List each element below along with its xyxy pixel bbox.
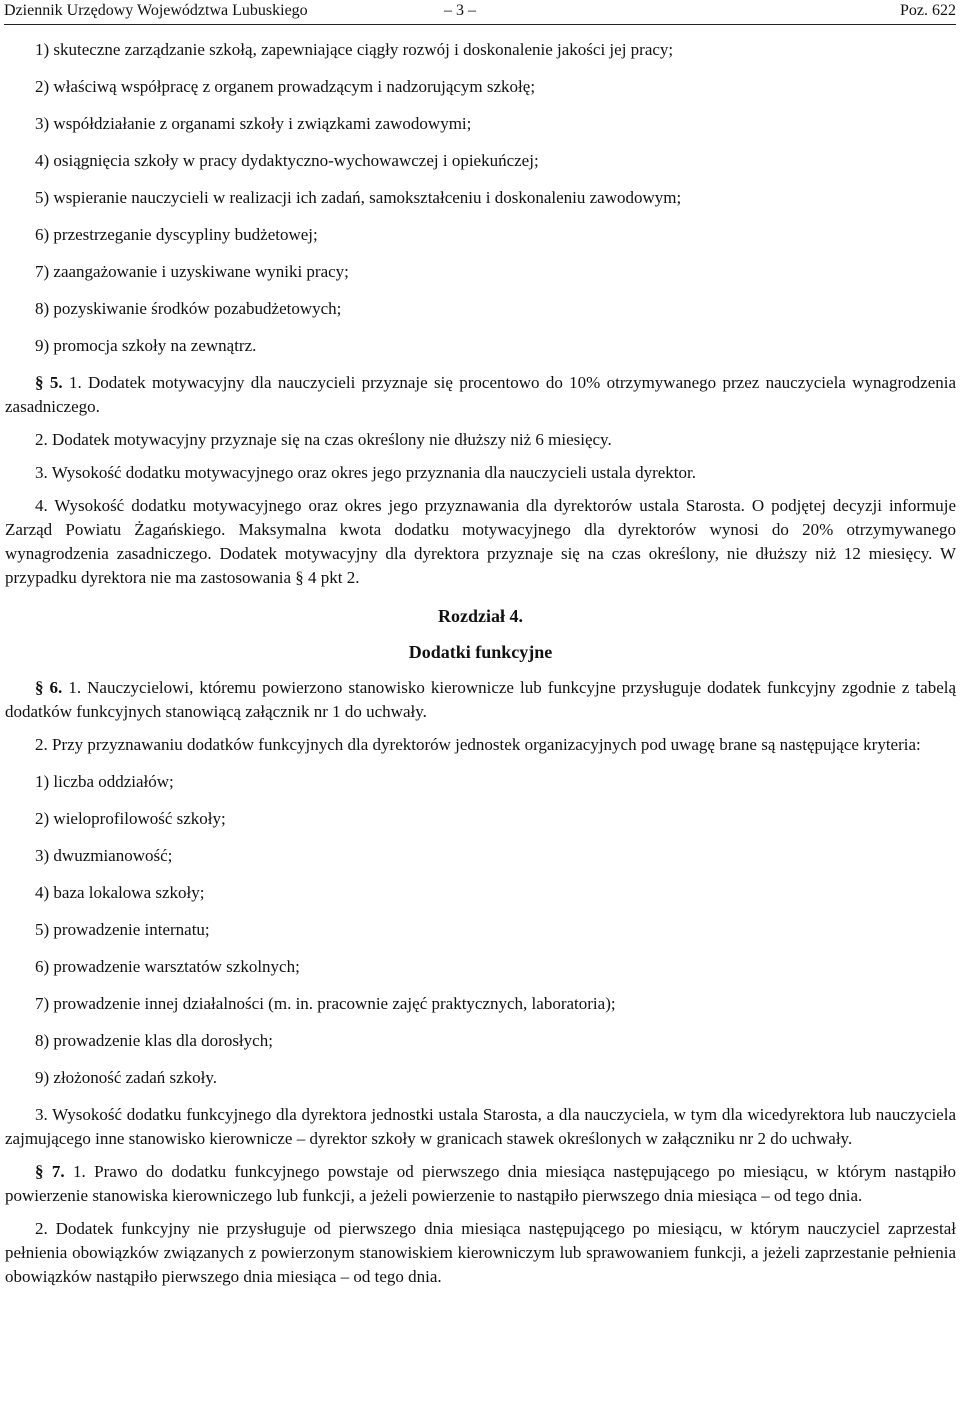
journal-title: Dziennik Urzędowy Województwa Lubuskiego — [4, 2, 308, 19]
list-item: 4) baza lokalowa szkoły; — [35, 883, 205, 902]
section-5-paragraph-3: 3. Wysokość dodatku motywacyjnego oraz okres jego przyznania dla nauczycieli ustala dyrektor. — [35, 463, 696, 482]
chapter-title: Rozdział 4. — [438, 606, 523, 626]
section-7-paragraph-1 — [5, 1160, 956, 1208]
section-5-number: § 5. — [35, 373, 63, 392]
section-6-paragraph-1 — [5, 676, 956, 724]
page-header — [4, 0, 956, 25]
list-item: 8) pozyskiwanie środków pozabudżetowych; — [35, 299, 342, 318]
section-7-text-1: 1. Prawo do dodatku funkcyjnego powstaje od pierwszego dnia miesiąca następującego po miesiącu, w którym nastąpiło powierzenie stanowiska kierowniczego lub funkcji, a jeżeli powierzenie to nastąpiło pierwszego dnia miesiąca – od tego dnia. — [5, 1162, 957, 1205]
list-item: 9) złożoność zadań szkoły. — [35, 1068, 218, 1087]
position-number: Poz. 622 — [900, 2, 956, 19]
director-criteria-list — [5, 770, 956, 1090]
page-number: – 3 – — [444, 2, 476, 19]
section-5-text-1: 1. Dodatek motywacyjny dla nauczycieli przyznaje się procentowo do 10% otrzymywanego przez nauczyciela wynagrodzenia zasadniczego. — [5, 373, 957, 416]
section-7-number: § 7. — [35, 1162, 65, 1181]
section-6-paragraph-2: 2. Przy przyznawaniu dodatków funkcyjnych dla dyrektorów jednostek organizacyjnych pod uwagę brane są następujące kryteria: — [35, 735, 921, 754]
list-item: 6) przestrzeganie dyscypliny budżetowej; — [35, 225, 318, 244]
list-item: 4) osiągnięcia szkoły w pracy dydaktyczno-wychowawczej i opiekuńczej; — [35, 151, 539, 170]
criteria-list — [5, 38, 956, 358]
list-item: 1) skuteczne zarządzanie szkołą, zapewniające ciągły rozwój i doskonalenie jakości jej pracy; — [35, 40, 674, 59]
list-item: 3) dwuzmianowość; — [35, 846, 173, 865]
section-5-paragraph-1 — [5, 371, 956, 419]
chapter-subtitle: Dodatki funkcyjne — [408, 642, 553, 662]
section-6-text-1: 1. Nauczycielowi, któremu powierzono stanowisko kierownicze lub funkcyjne przysługuje dodatek funkcyjny zgodnie z tabelą dodatków funkcyjnych stanowiącą załącznik nr 1 do uchwały. — [5, 678, 957, 721]
section-6-number: § 6. — [35, 678, 63, 697]
list-item: 8) prowadzenie klas dla dorosłych; — [35, 1031, 273, 1050]
list-item: 6) prowadzenie warsztatów szkolnych; — [35, 957, 300, 976]
section-6-paragraph-3: 3. Wysokość dodatku funkcyjnego dla dyrektora jednostki ustala Starosta, a dla nauczyciela, w tym dla wicedyrektora lub nauczyciela zajmującego inne stanowisko kierownicze – dyrektor szkoły w granicach stawek określonych w załączniku nr 2 do uchwały. — [5, 1105, 956, 1148]
list-item: 2) właściwą współpracę z organem prowadzącym i nadzorującym szkołę; — [35, 77, 536, 96]
list-item: 2) wieloprofilowość szkoły; — [35, 809, 226, 828]
list-item: 9) promocja szkoły na zewnątrz. — [35, 336, 257, 355]
document-body — [5, 38, 956, 1298]
list-item: 5) wspieranie nauczycieli w realizacji ich zadań, samokształceniu i doskonaleniu zawodowym; — [35, 188, 682, 207]
list-item: 5) prowadzenie internatu; — [35, 920, 210, 939]
section-7-paragraph-2: 2. Dodatek funkcyjny nie przysługuje od pierwszego dnia miesiąca następującego po miesiącu, w którym nauczyciel zaprzestał pełnienia obowiązków związanych z powierzonym stanowiskiem kierowniczym lub sprawowaniem funkcji, a jeżeli zaprzestanie pełnienia obowiązków nastąpiło pierwszego dnia miesiąca – od tego dnia. — [5, 1219, 956, 1286]
list-item: 1) liczba oddziałów; — [35, 772, 174, 791]
list-item: 3) współdziałanie z organami szkoły i związkami zawodowymi; — [35, 114, 472, 133]
list-item: 7) prowadzenie innej działalności (m. in. pracownie zajęć praktycznych, laboratoria); — [35, 994, 616, 1013]
list-item: 7) zaangażowanie i uzyskiwane wyniki pracy; — [35, 262, 349, 281]
section-5-paragraph-4: 4. Wysokość dodatku motywacyjnego oraz okres jego przyznawania dla dyrektorów ustala Starosta. O podjętej decyzji informuje Zarząd Powiatu Żagańskiego. Maksymalna kwota dodatku motywacyjnego dla dyrektorów wynosi do 20% otrzymywanego wynagrodzenia zasadniczego. Dodatek motywacyjny dla dyrektora przyznaje się na czas określony, nie dłuższy niż 12 miesięcy. W przypadku dyrektora nie ma zastosowania § 4 pkt 2. — [5, 496, 956, 587]
section-5-paragraph-2: 2. Dodatek motywacyjny przyznaje się na czas określony nie dłuższy niż 6 miesięcy. — [35, 430, 612, 449]
